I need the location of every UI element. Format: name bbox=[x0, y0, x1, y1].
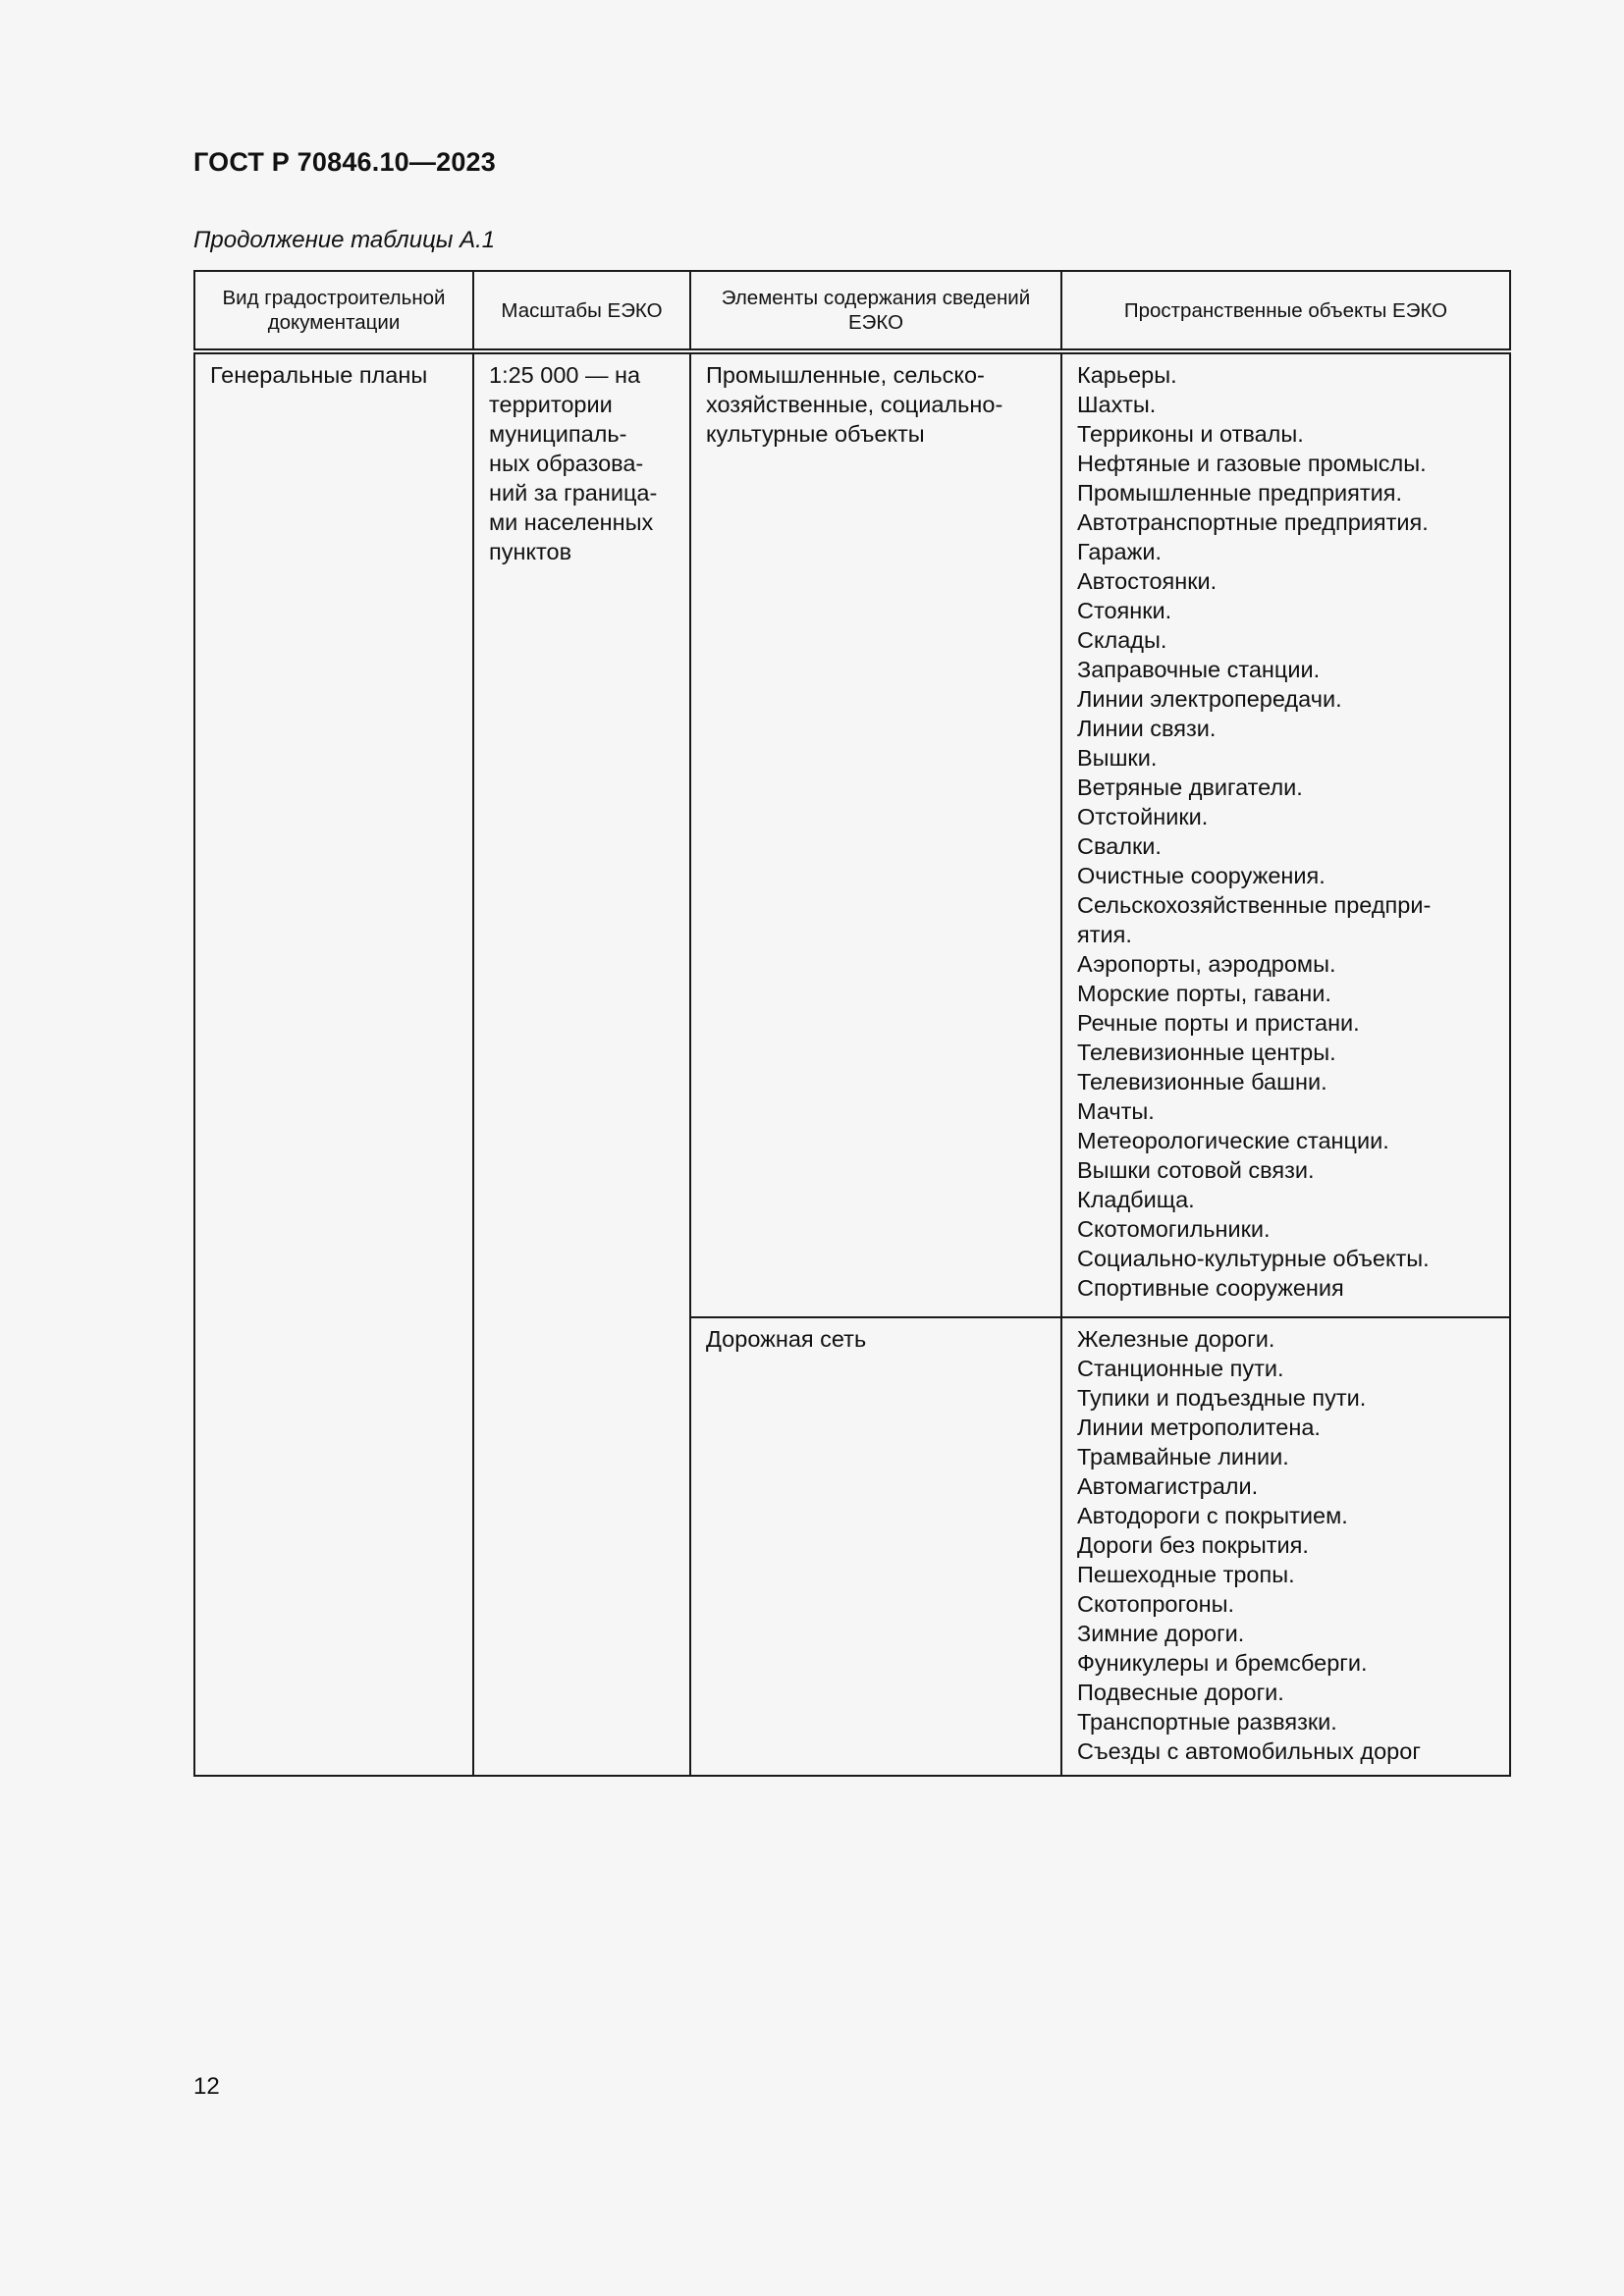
text-line: Промышленные, сельско- bbox=[706, 362, 985, 388]
column-header-objects: Пространственные объекты ЕЭКО bbox=[1061, 271, 1510, 351]
element-cell-industry bbox=[690, 351, 1061, 1317]
column-header-doc-type: Вид градостроительной документации bbox=[194, 271, 473, 351]
list-item: Промышленные предприятия. bbox=[1077, 480, 1403, 506]
list-item: Автомагистрали. bbox=[1077, 1473, 1259, 1499]
table-caption: Продолжение таблицы А.1 bbox=[193, 227, 496, 253]
list-item: Скотомогильники. bbox=[1077, 1216, 1271, 1242]
list-item: Линии метрополитена. bbox=[1077, 1415, 1321, 1440]
element-cell-roads bbox=[690, 1317, 1061, 1776]
text-line: территории bbox=[489, 392, 613, 417]
list-item: Скотопрогоны. bbox=[1077, 1591, 1235, 1617]
data-table bbox=[193, 270, 1511, 1777]
list-item: Шахты. bbox=[1077, 392, 1157, 417]
list-item: Спортивные сооружения bbox=[1077, 1275, 1344, 1301]
list-item: Мачты. bbox=[1077, 1098, 1155, 1124]
list-item: Нефтяные и газовые промыслы. bbox=[1077, 451, 1427, 476]
list-item: Терриконы и отвалы. bbox=[1077, 421, 1304, 447]
text-line: Дорожная сеть bbox=[706, 1326, 867, 1352]
list-item: Стоянки. bbox=[1077, 598, 1172, 623]
objects-cell-industry bbox=[1061, 351, 1510, 1317]
list-item: Линии связи. bbox=[1077, 716, 1217, 741]
list-item: Станционные пути. bbox=[1077, 1356, 1284, 1381]
list-item: Телевизионные центры. bbox=[1077, 1040, 1336, 1065]
column-header-scale: Масштабы ЕЭКО bbox=[473, 271, 690, 351]
objects-cell-roads bbox=[1061, 1317, 1510, 1776]
table-header-row bbox=[194, 271, 1510, 351]
list-item: Пешеходные тропы. bbox=[1077, 1562, 1295, 1587]
list-item: Автостоянки. bbox=[1077, 568, 1218, 594]
list-item: Телевизионные башни. bbox=[1077, 1069, 1327, 1095]
table-row-industry bbox=[194, 351, 1510, 1317]
list-item: Подвесные дороги. bbox=[1077, 1680, 1284, 1705]
list-item: Свалки. bbox=[1077, 833, 1162, 859]
list-item: Склады. bbox=[1077, 627, 1167, 653]
list-item: Дороги без покрытия. bbox=[1077, 1532, 1309, 1558]
list-item: Зимние дороги. bbox=[1077, 1621, 1245, 1646]
document-header: ГОСТ Р 70846.10—2023 bbox=[193, 147, 496, 177]
doc-type-cell: Генеральные планы bbox=[194, 351, 473, 1776]
list-item: Очистные сооружения. bbox=[1077, 863, 1326, 888]
list-item: Транспортные развязки. bbox=[1077, 1709, 1337, 1735]
list-item: Вышки сотовой связи. bbox=[1077, 1157, 1315, 1183]
list-item: Заправочные станции. bbox=[1077, 657, 1321, 682]
scale-cell bbox=[473, 351, 690, 1776]
list-item: Отстойники. bbox=[1077, 804, 1209, 829]
text-line: культурные объекты bbox=[706, 421, 925, 447]
list-item: Метеорологические станции. bbox=[1077, 1128, 1389, 1153]
page-number: 12 bbox=[193, 2073, 220, 2100]
text-line: хозяйственные, социально- bbox=[706, 392, 1003, 417]
list-item: Социально-культурные объекты. bbox=[1077, 1246, 1430, 1271]
text-line: ных образова- bbox=[489, 451, 644, 476]
list-item: ятия. bbox=[1077, 922, 1132, 947]
list-item: Трамвайные линии. bbox=[1077, 1444, 1289, 1469]
text-line: ний за граница- bbox=[489, 480, 658, 506]
text-line: 1:25 000 — на bbox=[489, 362, 641, 388]
list-item: Железные дороги. bbox=[1077, 1326, 1275, 1352]
list-item: Автотранспортные предприятия. bbox=[1077, 509, 1429, 535]
text-line: пунктов bbox=[489, 539, 572, 564]
list-item: Гаражи. bbox=[1077, 539, 1162, 564]
list-item: Сельскохозяйственные предпри- bbox=[1077, 892, 1432, 918]
list-item: Вышки. bbox=[1077, 745, 1158, 771]
list-item: Линии электропередачи. bbox=[1077, 686, 1342, 712]
text-line: ми населенных bbox=[489, 509, 654, 535]
list-item: Морские порты, гавани. bbox=[1077, 981, 1331, 1006]
list-item: Ветряные двигатели. bbox=[1077, 774, 1303, 800]
list-item: Аэропорты, аэродромы. bbox=[1077, 951, 1336, 977]
column-header-elements: Элементы содержания сведений ЕЭКО bbox=[690, 271, 1061, 351]
list-item: Фуникулеры и бремсберги. bbox=[1077, 1650, 1368, 1676]
list-item: Речные порты и пристани. bbox=[1077, 1010, 1360, 1036]
list-item: Кладбища. bbox=[1077, 1187, 1195, 1212]
list-item: Съезды с автомобильных дорог bbox=[1077, 1738, 1421, 1764]
list-item: Тупики и подъездные пути. bbox=[1077, 1385, 1367, 1411]
list-item: Автодороги с покрытием. bbox=[1077, 1503, 1348, 1528]
list-item: Карьеры. bbox=[1077, 362, 1177, 388]
text-line: муниципаль- bbox=[489, 421, 627, 447]
